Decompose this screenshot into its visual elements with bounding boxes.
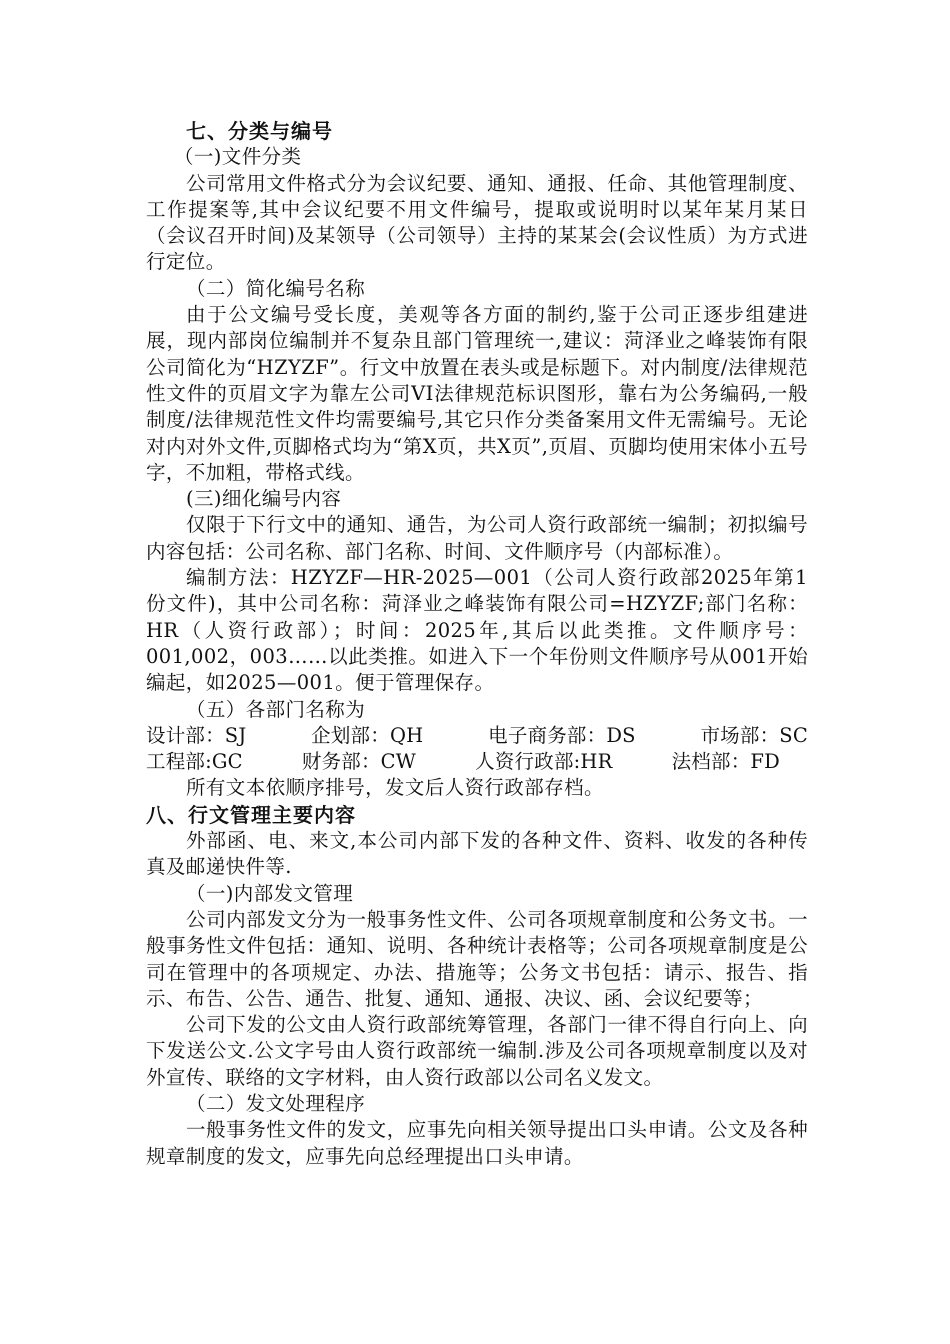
section-8-sub2-title: （二）发文处理程序 (186, 1091, 366, 1115)
section-8-intro: 外部函、电、来文,本公司内部下发的各种文件、资料、收发的各种传真及邮递快件等. (146, 829, 808, 879)
section-7-sub1-paragraph: 公司常用文件格式分为会议纪要、通知、通报、任命、其他管理制度、工作提案等,其中会议纪要不用文件编号，提取或说明时以某年某月某日（会议召开时间)及某领导（公司领导）主持的某某会(会议性质）为方式进行定位。 (146, 171, 808, 274)
document-body (146, 118, 808, 1170)
department-code: 企划部：QH (311, 723, 424, 747)
department-code: 工程部:GC (146, 750, 243, 774)
department-code: 设计部：SJ (146, 723, 247, 747)
section-7-sub2-paragraph: 由于公文编号受长度，美观等各方面的制约,鉴于公司正逐步组建进展，现内部岗位编制并不复杂且部门管理统一,建议：菏泽业之峰装饰有限公司简化为“HZYZF”。行文中放置在表头或是标题下。对内制度/法律规范性文件的页眉文字为靠左公司VI法律规范标识图形，靠右为公务编码,一般制度/法律规范性文件均需要编号,其它只作分类备案用文件无需编号。无论对内对外文件,页脚格式均为“第X页，共X页”,页眉、页脚均使用宋体小五号字，不加粗，带格式线。 (146, 303, 808, 484)
section-7-sub5-title: （五）各部门名称为 (186, 697, 366, 721)
section-8-sub1-paragraph-1: 公司内部发文分为一般事务性文件、公司各项规章制度和公务文书。一般事务性文件包括：通知、说明、各种统计表格等；公司各项规章制度是公司在管理中的各项规定、办法、措施等；公务文书包括：请示、报告、指示、布告、公告、通告、批复、通知、通报、决议、函、会议纪要等； (146, 907, 808, 1010)
section-7-heading: 七、分类与编号 (186, 119, 333, 143)
section-7-sub3-paragraph-1: 仅限于下行文中的通知、通告，为公司人资行政部统一编制；初拟编号内容包括：公司名称、部门名称、时间、文件顺序号（内部标准）。 (146, 513, 808, 563)
section-7-sub5-paragraph: 所有文本依顺序排号，发文后人资行政部存档。 (186, 776, 604, 800)
department-code: 电子商务部：DS (488, 723, 636, 747)
department-row-1 (146, 723, 808, 749)
department-code: 市场部：SC (700, 723, 808, 747)
section-8-sub2-paragraph: 一般事务性文件的发文，应事先向相关领导提出口头申请。公文及各种规章制度的发文，应事先向总经理提出口头申请。 (146, 1118, 808, 1168)
section-8-heading: 八、行文管理主要内容 (146, 802, 356, 827)
department-code: 人资行政部:HR (475, 750, 613, 774)
department-code: 财务部：CW (301, 750, 417, 774)
section-8-sub1-paragraph-2: 公司下发的公文由人资行政部统筹管理，各部门一律不得自行向上、向下发送公文.公文字号由人资行政部统一编制.涉及公司各项规章制度以及对外宣传、联络的文字材料，由人资行政部以公司名义发文。 (146, 1013, 808, 1089)
section-7-sub3-paragraph-2: 编制方法：HZYZF—HR-2025—001（公司人资行政部2025年第1份文件)，其中公司名称：菏泽业之峰装饰有限公司=HZYZF;部门名称：HR（人资行政部）；时间：2025年,其后以此类推。文件顺序号：001,002，003……以此类推。如进入下一个年份则文件顺序号从001开始编起，如2025—001。便于管理保存。 (146, 566, 808, 695)
department-row-2 (146, 749, 808, 775)
section-7-sub1-title: （一)文件分类 (174, 145, 302, 169)
section-8-sub1-title: （一)内部发文管理 (186, 881, 354, 905)
department-code: 法档部：FD (671, 750, 780, 774)
section-7-sub2-title: （二）简化编号名称 (186, 276, 366, 300)
section-7-sub3-title: (三)细化编号内容 (186, 487, 342, 511)
